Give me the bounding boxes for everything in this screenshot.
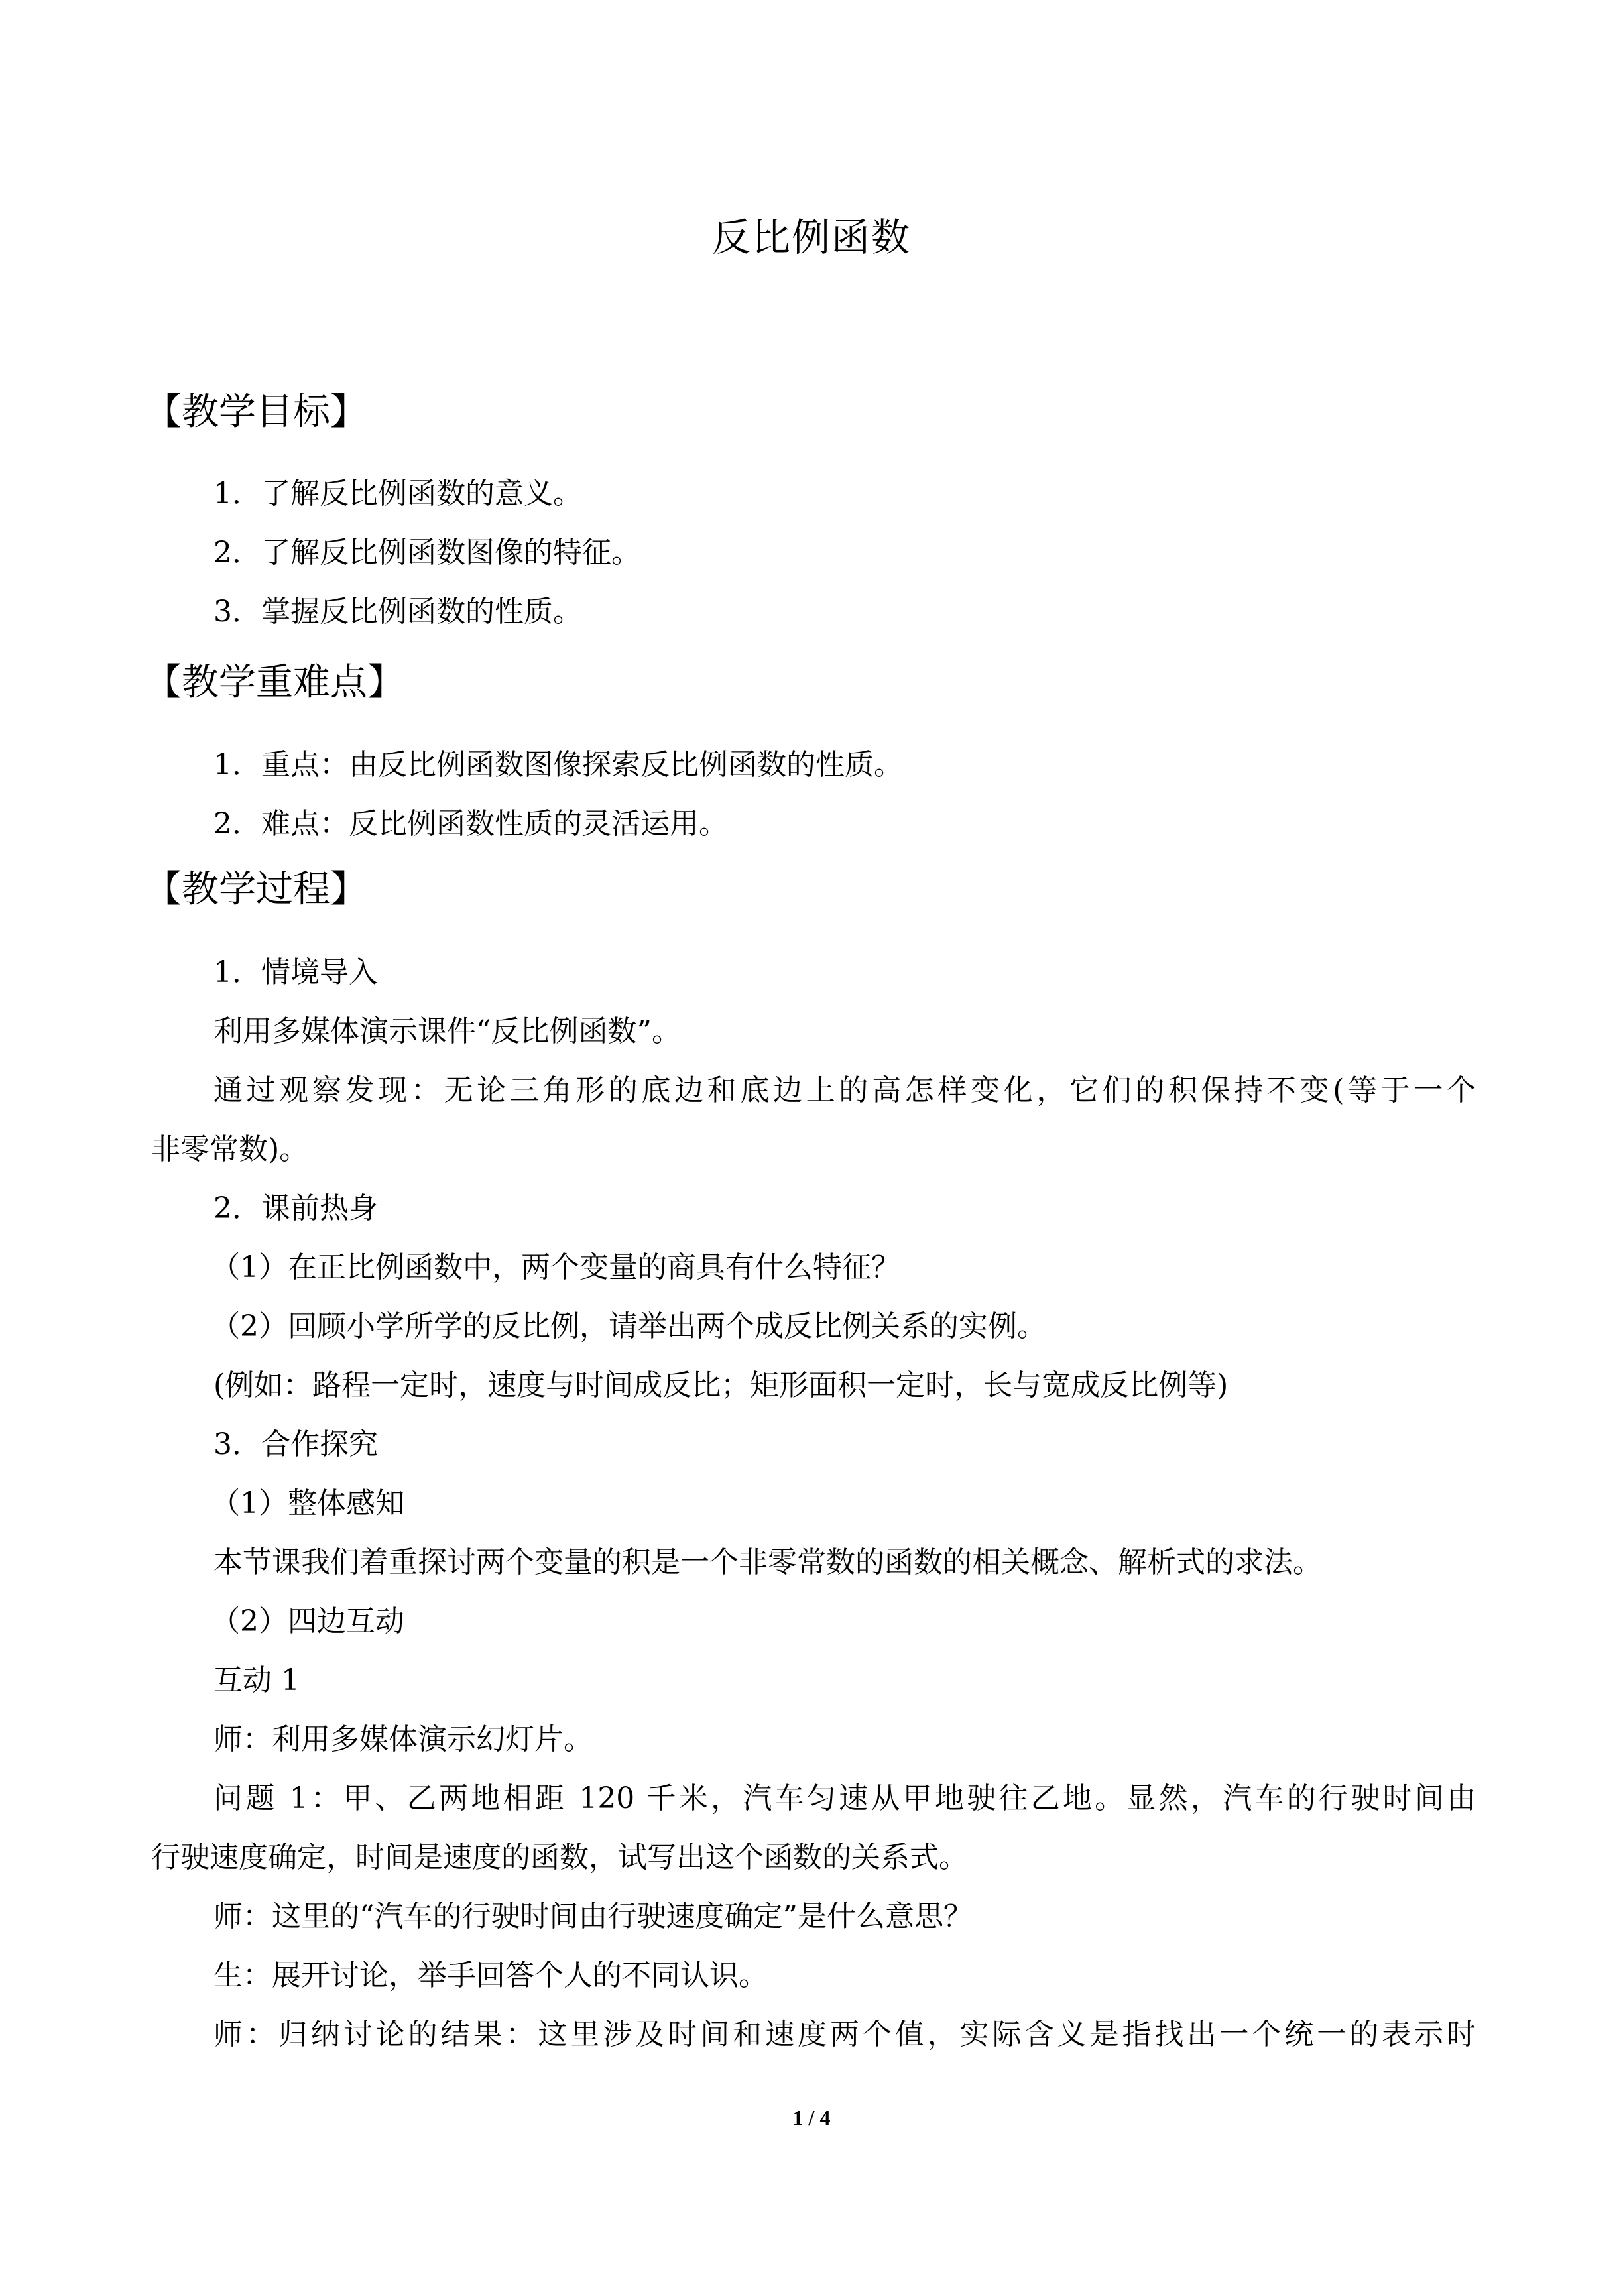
process-line: 问题 1：甲、乙两地相距 120 千米，汽车匀速从甲地驶往乙地。显然，汽车的行驶时间由 [213,1782,1476,1815]
process-line: （1）整体感知 [211,1486,404,1520]
process-line: （1）在正比例函数中，两个变量的商具有什么特征？ [211,1250,900,1284]
process-line: 1．情境导入 [213,955,378,989]
section-heading-key-points: 【教学重难点】 [145,661,404,704]
section-heading-process: 【教学过程】 [145,868,367,911]
process-line: 2．课前热身 [213,1191,378,1225]
section-heading-objectives: 【教学目标】 [145,391,367,434]
objective-item: 1．了解反比例函数的意义。 [213,477,582,511]
process-line: 师：利用多媒体演示幻灯片。 [213,1722,593,1756]
process-line: （2）四边互动 [211,1604,404,1638]
process-line: 本节课我们着重探讨两个变量的积是一个非零常数的函数的相关概念、解析式的求法。 [213,1545,1322,1579]
process-line: 行驶速度确定，时间是速度的函数，试写出这个函数的关系式。 [151,1841,968,1874]
process-line: 非零常数)。 [151,1132,309,1166]
process-line: 通过观察发现：无论三角形的底边和底边上的高怎样变化，它们的积保持不变(等于一个 [213,1073,1476,1107]
process-line: 利用多媒体演示课件“反比例函数”。 [213,1014,681,1048]
document-title: 反比例函数 [711,215,911,260]
page-number: 1 / 4 [792,2106,831,2130]
process-line: 互动 1 [213,1663,300,1697]
objective-item: 2．了解反比例函数图像的特征。 [213,536,640,570]
key-point-item: 1．重点：由反比例函数图像探索反比例函数的性质。 [213,748,903,782]
key-point-item: 2．难点：反比例函数性质的灵活运用。 [213,807,728,841]
process-line: 3．合作探究 [213,1427,378,1461]
process-line: (例如：路程一定时，速度与时间成反比；矩形面积一定时，长与宽成反比例等) [213,1368,1229,1402]
process-line: 生：展开讨论，举手回答个人的不同认识。 [213,1959,768,1992]
process-line: 师：这里的“汽车的行驶时间由行驶速度确定”是什么意思？ [213,1900,973,1933]
objective-item: 3．掌握反比例函数的性质。 [213,595,582,629]
process-line: （2）回顾小学所学的反比例，请举出两个成反比例关系的实例。 [211,1309,1046,1343]
process-line: 师：归纳讨论的结果：这里涉及时间和速度两个值，实际含义是指找出一个统一的表示时 [213,2018,1476,2051]
